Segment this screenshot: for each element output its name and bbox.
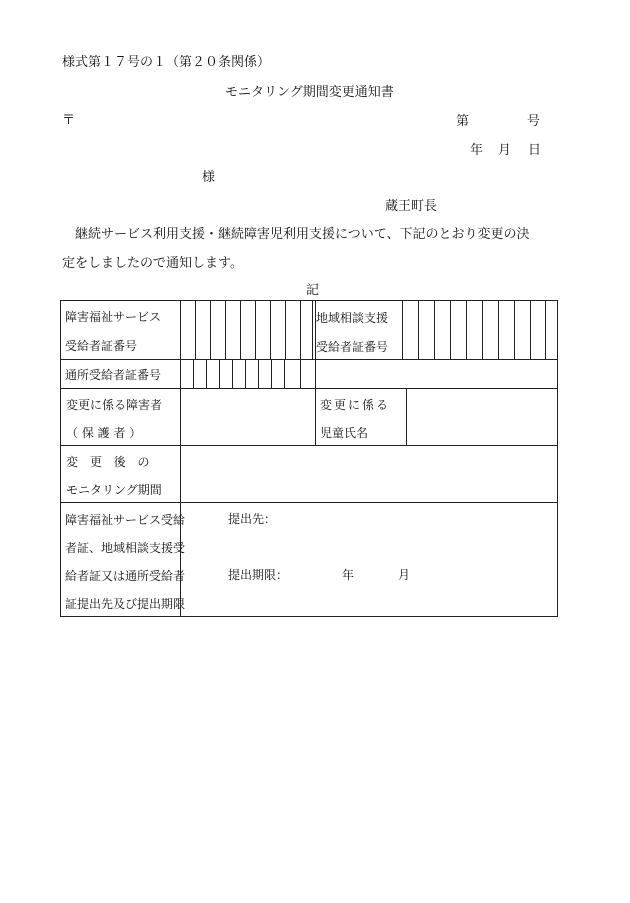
section-divider — [315, 388, 316, 445]
row4-label-1: 変 更 後 の — [66, 455, 154, 469]
digit-box-divider — [206, 359, 207, 388]
deadline-year: 年 — [342, 568, 355, 582]
digit-box-divider — [255, 300, 256, 359]
date-year: 年 — [470, 143, 484, 158]
digit-box-divider — [193, 359, 194, 388]
digit-box-divider — [514, 300, 515, 359]
ki-label: 記 — [306, 283, 320, 298]
digit-box-divider — [545, 300, 546, 359]
digit-box-divider — [402, 300, 403, 359]
digit-box-divider — [498, 300, 499, 359]
row3-left-label-1: 変更に係る障害者 — [66, 398, 163, 412]
row4-label-2: モニタリング期間 — [66, 483, 162, 497]
digit-box-divider — [245, 359, 246, 388]
form-number: 様式第１７号の１（第２０条関係） — [62, 55, 271, 70]
digit-box-divider — [225, 300, 226, 359]
digit-box-divider — [195, 300, 196, 359]
row-divider — [60, 445, 558, 446]
row-divider — [60, 359, 558, 360]
deadline-label: 提出期限： — [228, 568, 289, 582]
body-line-2: 定をしましたので通知します。 — [62, 256, 243, 271]
postal-mark: 〒 — [62, 113, 76, 128]
deadline-month: 月 — [398, 568, 411, 582]
section-divider — [406, 388, 407, 445]
table-border-top — [60, 300, 558, 301]
table-border-left — [60, 300, 61, 617]
row1-right-label-1: 地域相談支援 — [316, 311, 389, 325]
date-day: 日 — [528, 143, 542, 158]
digit-box-divider — [434, 300, 435, 359]
table-border-bottom — [60, 616, 558, 617]
row5-label-4: 証提出先及び提出期限 — [65, 597, 186, 611]
issuer: 蔵王町長 — [385, 199, 438, 214]
number-suffix: 号 — [527, 114, 541, 129]
row1-right-label-2: 受給者証番号 — [316, 340, 389, 354]
digit-box-divider — [270, 300, 271, 359]
row3-right-label-1: 変更に係る — [320, 398, 391, 412]
body-line-1: 継続サービス利用支援・継続障害児利用支援について、下記のとおり変更の決 — [75, 227, 530, 242]
row2-label: 通所受給者証番号 — [65, 368, 162, 382]
row-divider — [60, 388, 558, 389]
row5-label-2: 者証、地域相談支援受 — [65, 541, 186, 555]
digit-box-divider — [300, 359, 301, 388]
digit-box-divider — [300, 300, 301, 359]
row-divider — [60, 502, 558, 503]
digit-box-divider — [284, 359, 285, 388]
row1-left-label-2: 受給者証番号 — [65, 339, 138, 353]
number-prefix: 第 — [456, 114, 470, 129]
date-month: 月 — [498, 143, 512, 158]
digit-box-divider — [530, 300, 531, 359]
row3-right-label-2: 児童氏名 — [320, 426, 369, 440]
digit-box-divider — [450, 300, 451, 359]
row5-label-1: 障害福祉サービス受給 — [65, 513, 186, 527]
form-table — [60, 300, 558, 617]
digit-box-divider — [482, 300, 483, 359]
document-title: モニタリング期間変更通知書 — [225, 85, 394, 100]
digit-box-divider — [285, 300, 286, 359]
digit-box-divider — [315, 359, 316, 388]
table-border-right — [557, 300, 558, 617]
row3-left-label-2: （ 保 護 者 ） — [66, 426, 142, 440]
digit-box-divider — [466, 300, 467, 359]
digit-box-divider — [210, 300, 211, 359]
row1-left-label-1: 障害福祉サービス — [65, 310, 162, 324]
submit-to-label: 提出先： — [228, 512, 277, 526]
row5-label-3: 給者証又は通所受給者 — [65, 569, 186, 583]
digit-box-divider — [240, 300, 241, 359]
digit-box-divider — [418, 300, 419, 359]
addressee-suffix: 様 — [202, 170, 216, 185]
digit-box-divider — [271, 359, 272, 388]
digit-box-divider — [219, 359, 220, 388]
section-divider — [312, 300, 313, 359]
digit-box-divider — [232, 359, 233, 388]
digit-box-divider — [258, 359, 259, 388]
